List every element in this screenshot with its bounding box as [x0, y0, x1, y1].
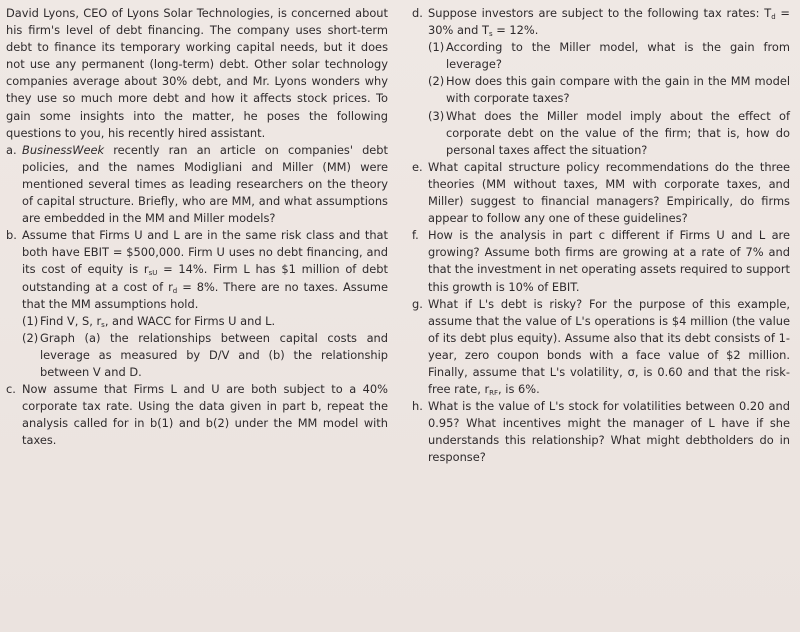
right-column — [412, 5, 790, 467]
subscript-s: s — [488, 30, 493, 39]
subscript-d: d — [771, 13, 776, 21]
question-b-1-text-2: , and WACC for Firms U and L. — [104, 313, 276, 328]
question-f-label: f. — [412, 228, 419, 243]
question-e-label: e. — [412, 159, 423, 174]
question-d-text-1: Suppose investors are subject to the following tax rates: T — [428, 6, 772, 20]
question-c — [6, 381, 388, 449]
left-column — [6, 5, 388, 449]
question-b-text-3: = 8%. There are no taxes. Assume that the MM assumptions hold. — [22, 279, 388, 311]
subscript-rf: RF — [489, 389, 499, 398]
question-d — [412, 5, 790, 39]
question-c-label: c. — [6, 382, 16, 397]
question-b-2-text: Graph (a) the relationships between capital costs and leverage as measured by D/V and (b) the relationship between V and D. — [40, 330, 388, 379]
subscript-s: s — [101, 320, 105, 329]
question-d-2-text: How does this gain compare with the gain in the MM model with corporate taxes? — [446, 74, 790, 106]
question-b-text-1: Assume that Firms U and L are in the same risk class and that both have EBIT = $500,000. Firm U uses no debt financing, and its cost of equity is r — [22, 228, 388, 277]
question-g-text-1: What if L's debt is risky? For the purpose of this example, assume that the value of L's operations is $4 million (the value of its debt plus equity). Assume also that its debt consists of 1-year, zero coupon bonds with a face value of $2 million. Finally, assume that L's volatility, σ, is 0.60 and that the risk-free rate, r — [428, 296, 790, 397]
question-b-1 — [6, 313, 388, 330]
question-g-label: g. — [412, 296, 423, 311]
question-d-label: d. — [412, 6, 423, 20]
question-d-1-label: (1) — [428, 40, 445, 55]
question-a-text: recently ran an article on companies' debt policies, and the names Modigliani and Miller (MM) were mentioned several times as leading researchers on the theory of capital structure. Briefly, who are MM, and what assumptions are embedded in the MM and Miller models? — [22, 142, 388, 226]
subscript-su: sU — [148, 269, 158, 278]
question-b-label: b. — [6, 228, 17, 243]
question-d-1-text: According to the Miller model, what is the gain from leverage? — [446, 40, 790, 72]
question-d-1 — [412, 39, 790, 73]
question-d-2-label: (2) — [428, 74, 445, 89]
question-a-lead: BusinessWeek — [22, 142, 105, 157]
question-b — [6, 227, 388, 312]
question-g-text-2: , is 6%. — [498, 382, 540, 397]
question-h-text: What is the value of L's stock for volatilities between 0.20 and 0.95? What incentives might the manager of L have if she understands this relationship? What might debtholders do in response? — [428, 399, 790, 465]
question-e-text: What capital structure policy recommendations do the three theories (MM without taxes, MM with corporate taxes, and Miller) suggest to financial managers? Empirically, do firms appear to follow any one of these guidelines? — [428, 159, 790, 226]
question-f — [412, 227, 790, 295]
question-b-2 — [6, 330, 388, 381]
question-d-text-2: = 30% and T — [428, 6, 790, 38]
question-d-text-3: = 12%. — [492, 23, 539, 38]
question-a-label: a. — [6, 142, 17, 157]
question-b-1-label: (1) — [22, 313, 39, 328]
question-b-1-text-1: Find V, S, r — [40, 313, 102, 328]
intro-paragraph: David Lyons, CEO of Lyons Solar Technologies, is concerned about his firm's level of debt financing. The company uses short-term debt to finance its temporary working capital needs, but it does not use any permanent (long-term) debt. Other solar technology companies average about 30% debt, and Mr. Lyons wonders why they use so much more debt and how it affects stock prices. To gain some insights into the matter, he poses the following questions to you, his recently hired assistant. — [6, 6, 388, 140]
question-h — [412, 398, 790, 466]
question-d-3-label: (3) — [428, 108, 445, 123]
question-h-label: h. — [412, 399, 423, 414]
question-b-2-label: (2) — [22, 330, 39, 345]
question-g — [412, 296, 790, 399]
question-d-3 — [412, 108, 790, 159]
question-c-text: Now assume that Firms L and U are both subject to a 40% corporate tax rate. Using the data given in part b, repeat the analysis called for in b(1) and b(2) under the MM model with taxes. — [22, 382, 388, 448]
question-b-text-2: = 14%. Firm L has $1 million of debt outstanding at a cost of r — [22, 262, 388, 294]
subscript-d: d — [172, 286, 178, 295]
question-d-3-text: What does the Miller model imply about the effect of corporate debt on the value of the firm; that is, how do personal taxes affect the situation? — [446, 108, 790, 157]
question-a — [6, 142, 388, 227]
question-e — [412, 159, 790, 227]
question-d-2 — [412, 73, 790, 107]
question-f-text: How is the analysis in part c different if Firms U and L are growing? Assume both firms are growing at a rate of 7% and that the investment in net operating assets required to support this growth is 10% of EBIT. — [428, 228, 790, 294]
